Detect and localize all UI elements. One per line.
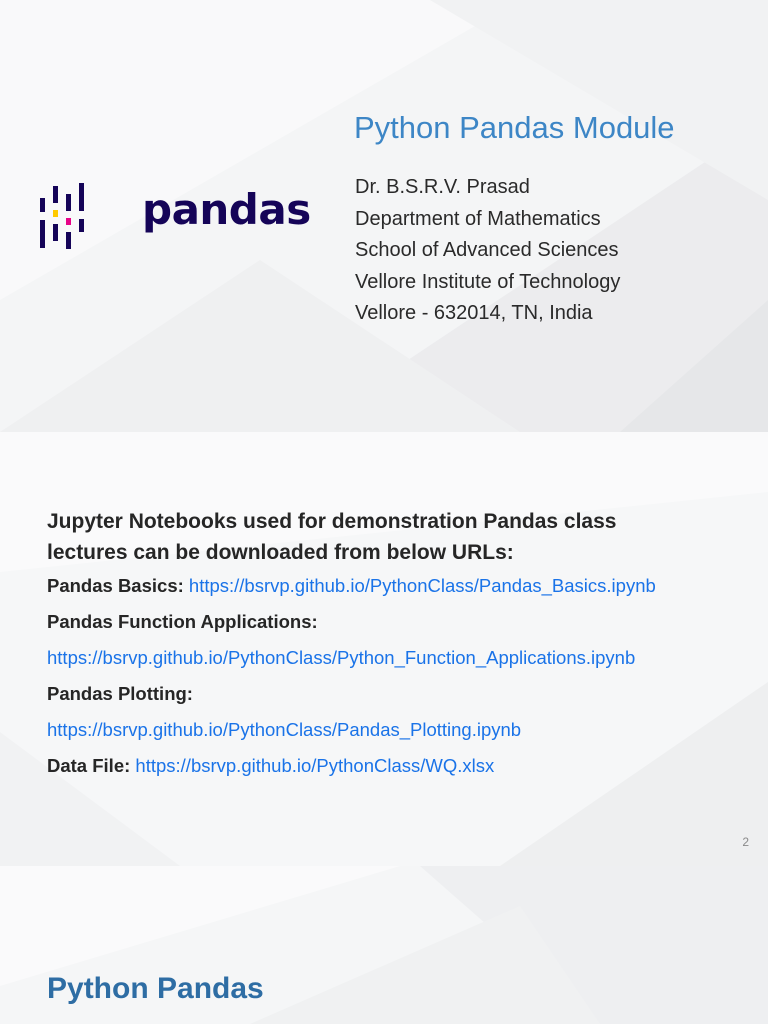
author-address: Vellore - 632014, TN, India <box>355 302 593 324</box>
pandas-logo <box>40 183 311 251</box>
basics-link[interactable]: https://bsrvp.github.io/PythonClass/Pandas_Basics.ipynb <box>188 575 656 596</box>
author-department: Department of Mathematics <box>355 207 601 230</box>
author-school: School of Advanced Sciences <box>355 239 619 261</box>
plotting-link-row <box>47 718 747 742</box>
pandas-logo-mark-icon <box>40 183 100 251</box>
intro-text <box>47 506 747 568</box>
function-label-row <box>47 610 747 634</box>
page-number: 2 <box>742 835 749 849</box>
plotting-label: Pandas Plotting: <box>47 683 193 704</box>
section-slide <box>0 866 768 1024</box>
plotting-label-row <box>47 682 747 706</box>
section-title: Python Pandas <box>47 972 264 1005</box>
function-link[interactable]: https://bsrvp.github.io/PythonClass/Python_Function_Applications.ipynb <box>47 647 636 668</box>
author-block <box>355 172 620 330</box>
intro-line-1: Jupyter Notebooks used for demonstration Pandas class <box>47 510 617 533</box>
function-link-row <box>47 646 747 670</box>
resources-content <box>47 506 747 790</box>
author-name: Dr. B.S.R.V. Prasad <box>355 176 530 198</box>
basics-label: Pandas Basics: <box>47 575 184 596</box>
title-slide <box>0 0 768 432</box>
plotting-link[interactable]: https://bsrvp.github.io/PythonClass/Pandas_Plotting.ipynb <box>47 719 522 740</box>
slide-title: Python Pandas Module <box>354 110 675 145</box>
datafile-label: Data File: <box>47 755 131 776</box>
basics-row <box>47 574 747 598</box>
function-label: Pandas Function Applications: <box>47 611 318 632</box>
author-institute: Vellore Institute of Technology <box>355 270 621 293</box>
datafile-row <box>47 754 747 778</box>
intro-line-2: lectures can be downloaded from below URLs: <box>47 541 514 564</box>
resources-slide <box>0 432 768 866</box>
pandas-logo-wordmark: pandas <box>142 185 311 234</box>
datafile-link[interactable]: https://bsrvp.github.io/PythonClass/WQ.xlsx <box>135 755 495 776</box>
